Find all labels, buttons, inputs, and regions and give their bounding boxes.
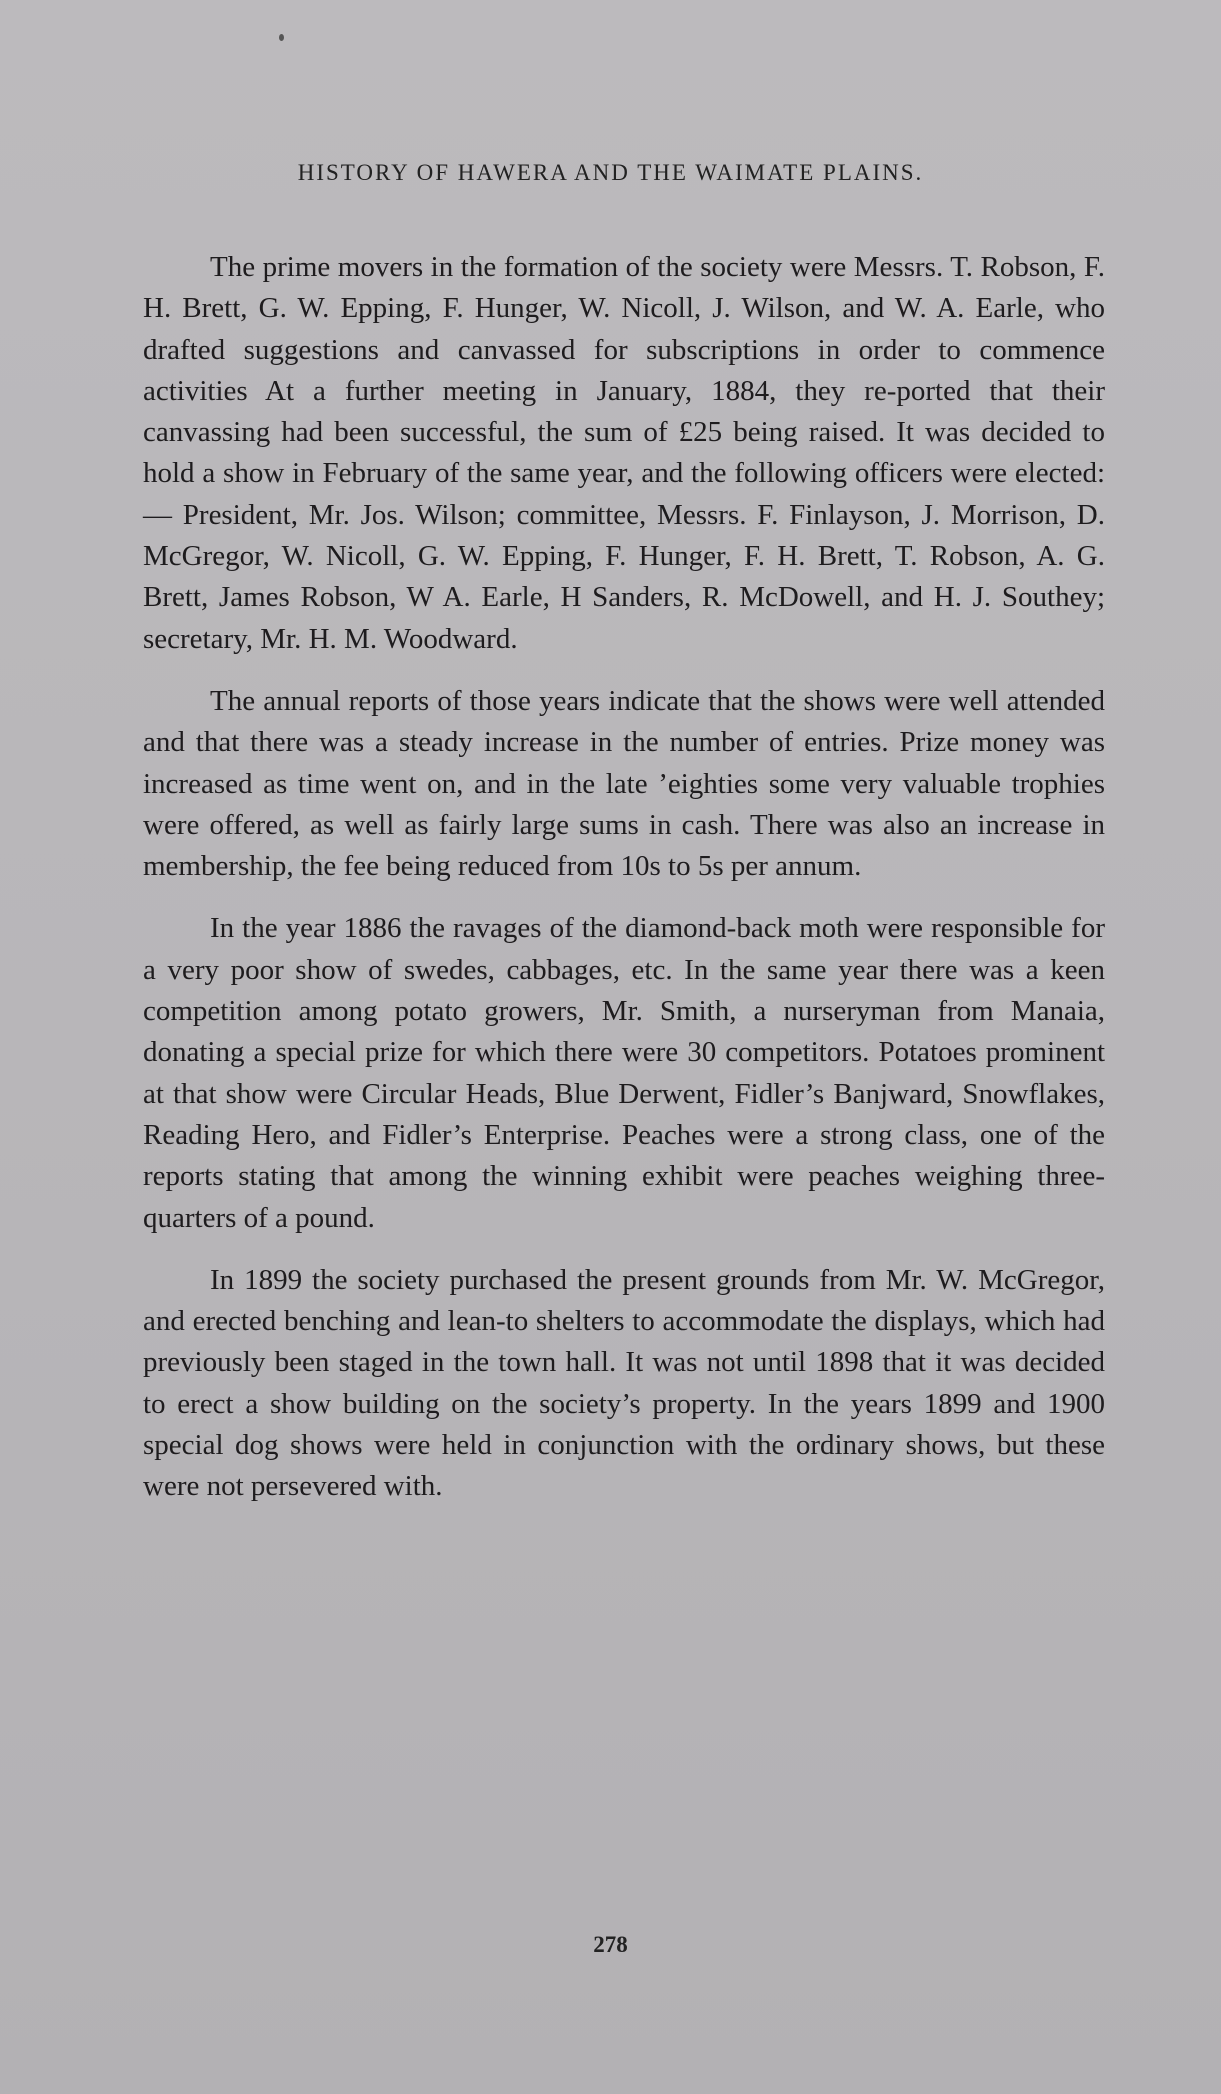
body-text	[143, 247, 1105, 1529]
paragraph-4: In 1899 the society purchased the present grounds from Mr. W. McGregor, and erected benching and lean-to shelters to accommodate the displays, which had previously been staged in the town hall. It was not until 1898 that it was decided to erect a show building on the society’s property. In the years 1899 and 1900 special dog shows were held in conjunction with the ordinary shows, but these were not persevered with.	[143, 1263, 1105, 1503]
page-number: 278	[593, 1932, 628, 1957]
ink-speck	[279, 34, 284, 41]
running-header: HISTORY OF HAWERA AND THE WAIMATE PLAINS.	[297, 160, 924, 185]
paragraph-1: The prime movers in the formation of the society were Messrs. T. Robson, F. H. Brett, G. W. Epping, F. Hunger, W. Nicoll, J. Wilson, and W. A. Earle, who drafted suggestions and canvassed for subscriptions in order to commence activities At a further meeting in January, 1884, they re-ported that their canvassing had been successful, the sum of £25 being raised. It was decided to hold a show in February of the same year, and the following officers were elected:— President, Mr. Jos. Wilson; committee, Messrs. F. Finlayson, J. Morrison, D. McGregor, W. Nicoll, G. W. Epping, F. Hunger, F. H. Brett, T. Robson, A. G. Brett, James Robson, W A. Earle, H Sanders, R. McDowell, and H. J. Southey; secretary, Mr. H. M. Woodward.	[143, 251, 1105, 655]
paragraph-3: In the year 1886 the ravages of the diamond-back moth were responsible for a very poor show of swedes, cabbages, etc. In the same year there was a keen competition among potato growers, Mr. Smith, a nurseryman from Manaia, donating a special prize for which there were 30 competitors. Potatoes prominent at that show were Circular Heads, Blue Derwent, Fidler’s Banjward, Snowflakes, Reading Hero, and Fidler’s Enterprise. Peaches were a strong class, one of the reports stating that among the winning exhibit were peaches weighing three-quarters of a pound.	[143, 912, 1105, 1234]
paragraph-2: The annual reports of those years indicate that the shows were well attended and that there was a steady increase in the number of entries. Prize money was increased as time went on, and in the late ’eighties some very valuable trophies were offered, as well as fairly large sums in cash. There was also an increase in membership, the fee being reduced from 10s to 5s per annum.	[143, 684, 1105, 883]
